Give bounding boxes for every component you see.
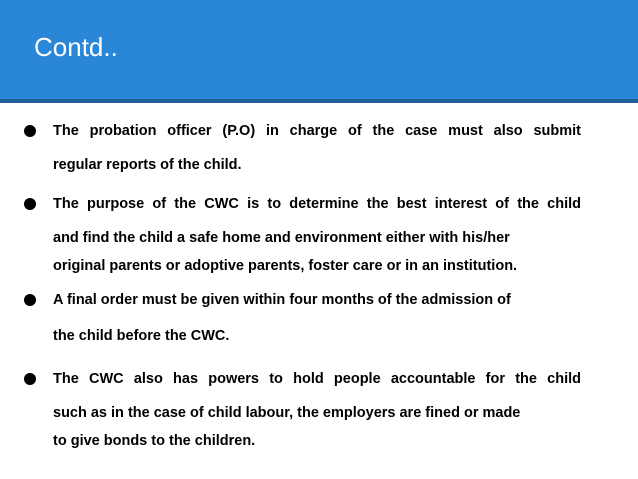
bullet-2-line-3: original parents or adoptive parents, foster care or in an institution. xyxy=(53,258,518,274)
bullet-icon xyxy=(24,373,36,385)
bullet-1-line-1: The probation officer (P.O) in charge of the case must also submit xyxy=(53,123,581,139)
bullet-3-line-1: A final order must be given within four months of the admission of xyxy=(53,292,511,308)
bullet-4-line-3: to give bonds to the children. xyxy=(53,433,256,449)
bullet-2-line-1: The purpose of the CWC is to determine the best interest of the child xyxy=(53,196,581,212)
bullet-2-line-2: and find the child a safe home and environment either with his/her xyxy=(53,230,510,246)
bullet-4-line-1: The CWC also has powers to hold people accountable for the child xyxy=(53,371,581,387)
bullet-3-line-2: the child before the CWC. xyxy=(53,328,230,344)
bullet-icon xyxy=(24,125,36,137)
bullet-1-line-2: regular reports of the child. xyxy=(53,157,242,173)
bullet-icon xyxy=(24,198,36,210)
slide-title: Contd.. xyxy=(34,32,118,62)
bullet-icon xyxy=(24,294,36,306)
bullet-4-line-2: such as in the case of child labour, the employers are fined or made xyxy=(53,405,521,421)
slide-header xyxy=(0,0,638,103)
